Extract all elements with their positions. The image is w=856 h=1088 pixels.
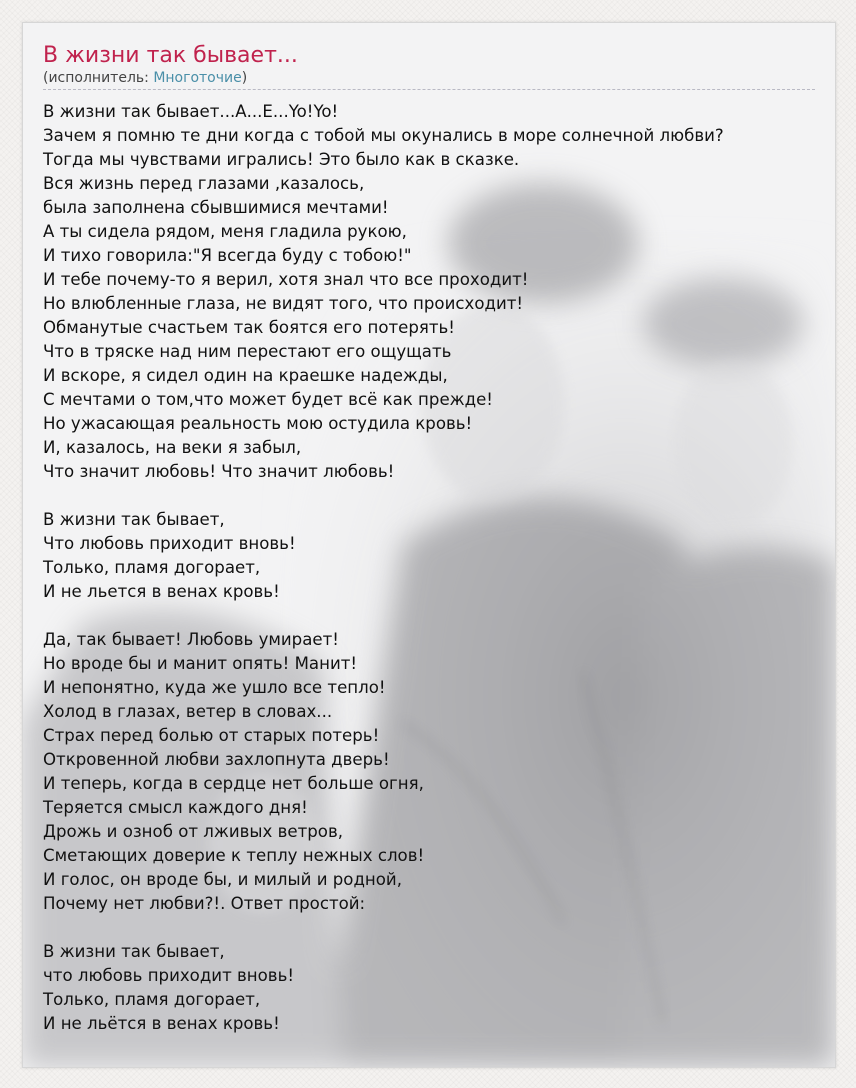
lyric-line: Вся жизнь перед глазами ,казалось, xyxy=(43,174,365,193)
lyric-line: И голос, он вроде бы, и милый и родной, xyxy=(43,870,402,889)
lyric-line: И вскоре, я сидел один на краешке надежды, xyxy=(43,366,448,385)
lyric-line: Но влюбленные глаза, не видят того, что происходит! xyxy=(43,294,524,313)
lyric-line: В жизни так бывает, xyxy=(43,510,225,529)
lyric-line: Страх перед болью от старых потерь! xyxy=(43,726,380,745)
stanza-gap xyxy=(43,484,835,508)
lyric-line: Сметающих доверие к теплу нежных слов! xyxy=(43,846,425,865)
lyrics-panel xyxy=(22,22,836,1068)
lyric-line: Что значит любовь! Что значит любовь! xyxy=(43,462,395,481)
lyric-line: Только, пламя догорает, xyxy=(43,990,261,1009)
lyric-line: И теперь, когда в сердце нет больше огня, xyxy=(43,774,424,793)
lyric-line: С мечтами о том,что может будет всё как прежде! xyxy=(43,390,493,409)
performer-suffix: ) xyxy=(241,70,248,86)
lyric-line: Дрожь и озноб от лживых ветров, xyxy=(43,822,344,841)
lyric-line: А ты сидела рядом, меня гладила рукою, xyxy=(43,222,407,241)
performer-prefix: (исполнитель: xyxy=(43,70,154,86)
lyric-line: Теряется смысл каждого дня! xyxy=(43,798,308,817)
lyric-line: Тогда мы чувствами игрались! Это было как в сказке. xyxy=(43,150,520,169)
content xyxy=(23,23,835,1036)
lyric-line: И не льётся в венах кровь! xyxy=(43,1014,280,1033)
lyric-line: Да, так бывает! Любовь умирает! xyxy=(43,630,339,649)
performer-line xyxy=(43,69,815,90)
lyric-line: Зачем я помню те дни когда с тобой мы окунались в море солнечной любви? xyxy=(43,126,724,145)
lyric-line: И, казалось, на веки я забыл, xyxy=(43,438,302,457)
lyric-line: И тебе почему-то я верил, хотя знал что все проходит! xyxy=(43,270,529,289)
lyric-line: И не льется в венах кровь! xyxy=(43,582,280,601)
lyrics-text xyxy=(43,100,835,1036)
lyric-line: Только, пламя догорает, xyxy=(43,558,261,577)
lyric-line: Почему нет любви?!. Ответ простой: xyxy=(43,894,366,913)
lyric-line: Что любовь приходит вновь! xyxy=(43,534,296,553)
lyric-line: Но ужасающая реальность мою остудила кровь! xyxy=(43,414,473,433)
lyric-line: В жизни так бывает, xyxy=(43,942,225,961)
lyric-line: что любовь приходит вновь! xyxy=(43,966,295,985)
lyric-line: И непонятно, куда же ушло все тепло! xyxy=(43,678,386,697)
stanza-gap xyxy=(43,916,835,940)
lyric-line: Холод в глазах, ветер в словах... xyxy=(43,702,333,721)
lyric-line: Но вроде бы и манит опять! Манит! xyxy=(43,654,358,673)
song-title: В жизни так бывает... xyxy=(43,43,298,68)
stanza-gap xyxy=(43,604,835,628)
stanza xyxy=(43,940,835,1036)
lyric-line: В жизни так бывает...А...Е...Yo!Yo! xyxy=(43,102,339,121)
lyric-line: Что в тряске над ним перестают его ощущать xyxy=(43,342,452,361)
lyric-line: была заполнена сбывшимися мечтами! xyxy=(43,198,389,217)
performer-link[interactable]: Многоточие xyxy=(153,70,242,86)
lyric-line: Обманутые счастьем так боятся его потерять! xyxy=(43,318,455,337)
stanza xyxy=(43,508,835,604)
stanza xyxy=(43,100,835,484)
stanza xyxy=(43,628,835,916)
lyric-line: И тихо говорила:"Я всегда буду с тобою!" xyxy=(43,246,412,265)
lyric-line: Откровенной любви захлопнута дверь! xyxy=(43,750,390,769)
